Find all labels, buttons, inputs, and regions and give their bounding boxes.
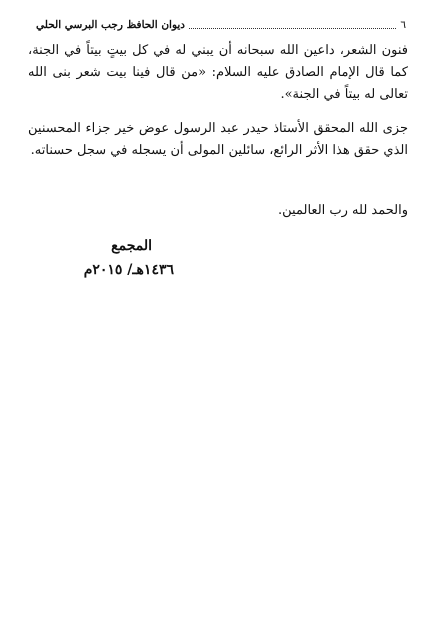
date-line: ١٤٣٦هـ/ ٢٠١٥م [83, 262, 174, 278]
paragraph-closing: والحمد لله رب العالمين. [278, 203, 408, 218]
paragraph-thanks: جزى الله المحقق الأستاذ حيدر عبد الرسول عوض خير جزاء المحسنين الذي حقق هذا الأثر الرائع، سائلين المولى أن يسجله في سجل حسناته. [28, 121, 408, 158]
signature: المجمع [111, 238, 152, 254]
paragraph-dua: فنون الشعر، داعين الله سبحانه أن يبني له في كل بيتٍ بيتاً في الجنة، كما قال الإمام الصادق عليه السلام: «من قال فينا بيت شعر بنى الله تعالى له بيتاً في الجنة». [28, 43, 408, 102]
page-number: ٦ [400, 19, 406, 31]
running-header [36, 12, 406, 32]
header-dot-leader [189, 28, 396, 29]
book-title: ديوان الحافظ رجب البرسي الحلي [36, 19, 185, 31]
